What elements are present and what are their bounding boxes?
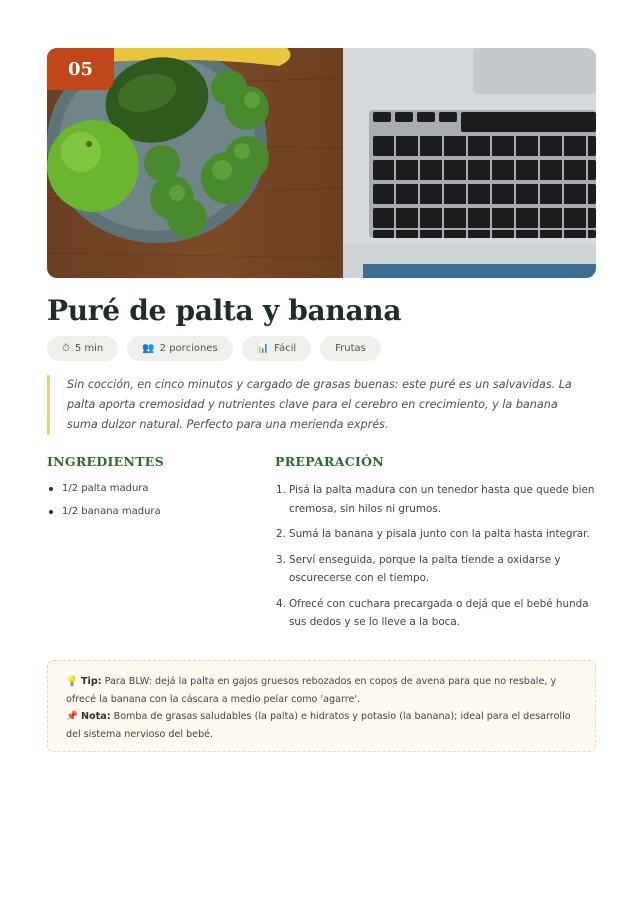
chip-time-label: 5 min — [74, 343, 104, 354]
chip-time — [47, 336, 118, 361]
recipe-meta-chips — [47, 336, 381, 361]
step-number: 1. — [276, 484, 286, 496]
step-text: Sumá la banana y pisala junto con la palta hasta integrar. — [289, 528, 590, 540]
hero-illustration — [47, 48, 596, 278]
pushpin-icon: 📌 — [66, 711, 78, 722]
chip-difficulty — [242, 336, 311, 361]
recipe-number-badge: 05 — [47, 48, 114, 90]
tips-box — [47, 660, 596, 752]
note-paragraph — [66, 708, 578, 743]
step-number: 2. — [276, 528, 286, 540]
tip-paragraph — [66, 673, 578, 708]
step-number: 3. — [276, 553, 286, 566]
ingredient-item: 1/2 banana madura — [62, 504, 161, 527]
tip-text: Para BLW: dejá la palta en gajos gruesos rebozados en copos de avena para que no resbale, y ofrecé la banana con la cáscara a medio pelar como 'agarre'. — [66, 676, 557, 705]
chip-portions-label: 2 porciones — [159, 343, 218, 354]
step-text: Serví enseguida, porque la palta tiende a oxidarse y oscurecerse con el tiempo. — [289, 553, 561, 584]
preparation-step — [276, 525, 599, 544]
tip-label: Tip: — [81, 676, 102, 687]
ingredients-heading: INGREDIENTES — [47, 454, 164, 469]
chip-category — [320, 336, 381, 361]
preparation-step — [276, 551, 599, 588]
difficulty-icon: 📊 — [256, 343, 270, 354]
preparation-heading: PREPARACIÓN — [275, 454, 385, 469]
step-text: Pisá la palta madura con un tenedor hasta que quede bien cremosa, sin hilos ni grumos. — [289, 484, 595, 515]
preparation-step — [276, 595, 599, 632]
hero-photo — [47, 48, 596, 278]
recipe-title: Puré de palta y banana — [47, 294, 402, 327]
chip-category-label: Frutas — [335, 343, 366, 354]
chip-portions — [127, 336, 232, 361]
chip-difficulty-label: Fácil — [274, 343, 297, 354]
timer-icon: ⏱ — [62, 343, 70, 354]
people-icon: 👥 — [142, 343, 155, 354]
step-text: Ofrecé con cuchara precargada o dejá que el bebé hunda sus dedos y se lo lleve a la boca. — [289, 597, 589, 628]
ingredients-list — [62, 481, 161, 527]
preparation-steps — [276, 481, 599, 639]
step-number: 4. — [276, 597, 286, 610]
ingredient-item: 1/2 palta madura — [62, 481, 161, 504]
lightbulb-icon: 💡 — [66, 676, 78, 687]
note-label: Nota: — [81, 711, 111, 722]
preparation-step — [276, 481, 599, 518]
recipe-intro: Sin cocción, en cinco minutos y cargado de grasas buenas: este puré es un salvavidas. La palta aporta cremosidad y nutrientes clave para el cerebro en crecimiento, y la banana suma dulzor natural. Perfecto para una merienda exprés. — [47, 375, 577, 435]
note-text: Bomba de grasas saludables (la palta) e hidratos y potasio (la banana); ideal para el desarrollo del sistema nervioso del bebé. — [66, 711, 571, 740]
